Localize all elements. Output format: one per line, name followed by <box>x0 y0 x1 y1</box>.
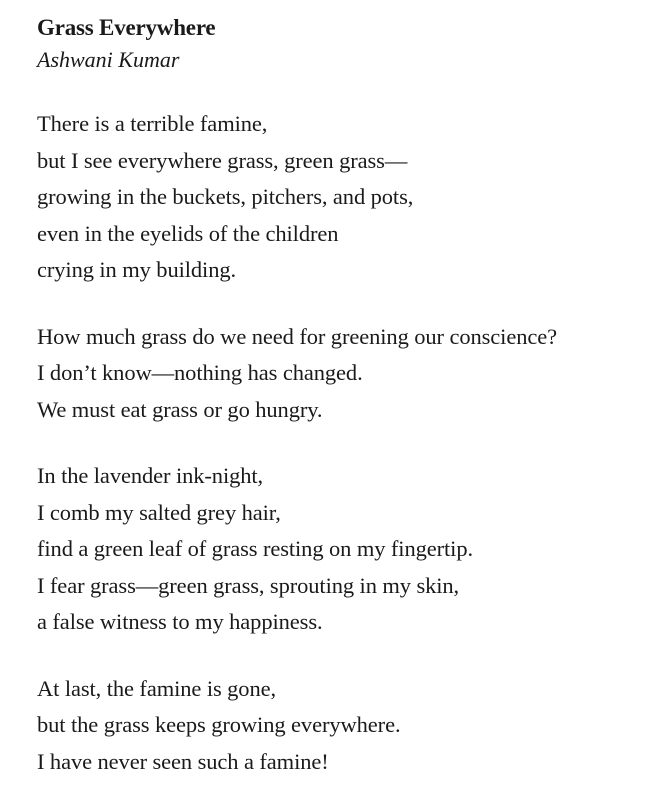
poem-line: but the grass keeps growing everywhere. <box>37 712 401 737</box>
poem-line: We must eat grass or go hungry. <box>37 396 323 422</box>
poem-line: I fear grass—green grass, sprouting in my skin, <box>37 572 460 598</box>
poem-line: How much grass do we need for greening our conscience? <box>37 323 558 349</box>
poem-author: Ashwani Kumar <box>37 47 180 72</box>
poem-line: find a green leaf of grass resting on my fingertip. <box>37 536 474 561</box>
stanza-1 <box>37 106 657 289</box>
poem-line: There is a terrible famine, <box>37 111 268 136</box>
poem-line: but I see everywhere grass, green grass— <box>37 147 408 173</box>
poem-body <box>37 106 657 780</box>
poem-line: even in the eyelids of the children <box>37 220 339 246</box>
poem-line: growing in the buckets, pitchers, and pots, <box>37 184 414 209</box>
stanza-2 <box>37 319 657 429</box>
poem-line: In the lavender ink-night, <box>37 463 264 488</box>
poem-line: crying in my building. <box>37 257 237 282</box>
stanza-4 <box>37 671 657 781</box>
poem-line: At last, the famine is gone, <box>37 675 277 701</box>
poem-line: I don’t know—nothing has changed. <box>37 360 363 385</box>
poem-title: Grass Everywhere <box>37 15 216 40</box>
poem-line: a false witness to my happiness. <box>37 609 323 634</box>
poem-line: I comb my salted grey hair, <box>37 499 281 525</box>
stanza-3 <box>37 458 657 641</box>
poem <box>37 12 657 810</box>
poem-line: I have never seen such a famine! <box>37 748 329 774</box>
